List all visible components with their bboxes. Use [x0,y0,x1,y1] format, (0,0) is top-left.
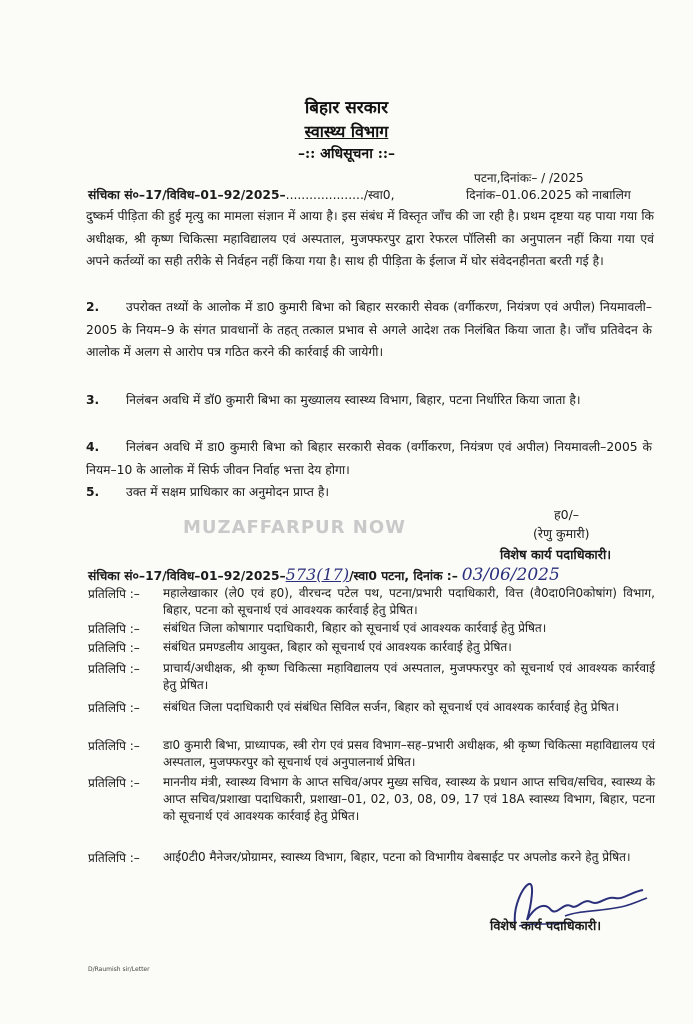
signatory-1-designation: विशेष कार्य पदाधिकारी। [500,548,612,563]
copy-label: प्रतिलिपि :– [88,587,140,601]
signatory-2-designation: विशेष कार्य पदाधिकारी। [490,919,602,934]
copy-text: महालेखाकार (ले0 एवं ह0), वीरचन्द पटेल पथ, पटना/प्रभारी पदाधिकारी, वित्त (वै0दा0नि0कोषांग) विभाग, बिहार, पटना को सूचनार्थ एवं आवश्यक कार्रवाई हेतु प्रेषित। [163,586,655,617]
paragraph-4 [86,436,652,481]
paragraph-2-text: उपरोक्त तथ्यों के आलोक में डा0 कुमारी बिभा को बिहार सरकारी सेवक (वर्गीकरण, नियंत्रण एवं अपील) नियमावली–2005 के नियम–9 के संगत प्रावधानों के तहत् तत्काल प्रभाव से अगले आदेश तक निलंबित किया जाता है। जाँच प्रतिवेदन के आलोक में अलग से आरोप पत्र गठित करने की कार्रवाई की जायेगी। [86,300,652,359]
copy-label: प्रतिलिपि :– [88,851,140,865]
copy-label: प्रतिलिपि :– [88,622,140,636]
copy-label: प्रतिलिपि :– [88,641,140,655]
paragraph-4-number: 4. [86,440,100,454]
paragraph-2-number: 2. [86,300,100,314]
place-date: पटना,दिनांकः– / /2025 [474,171,584,185]
copy-text: संबंधित जिला पदाधिकारी एवं संबंधित सिविल सर्जन, बिहार को सूचनार्थ एवं आवश्यक कार्रवाई हेतु प्रेषित। [163,700,620,714]
paragraph-3-number: 3. [86,393,100,407]
paragraph-4-text: निलंबन अवधि में डा0 कुमारी बिभा को बिहार सरकारी सेवक (वर्गीकरण, नियंत्रण एवं अपील) नियमावली–2005 के नियम–10 के आलोक में सिर्फ जीवन निर्वाह भत्ता देय होगा। [86,440,652,477]
ref-date-1: दिनांक–01.06.2025 को नाबालिग [466,188,631,202]
copy-label: प्रतिलिपि :– [88,662,140,676]
copy-text: डा0 कुमारी बिभा, प्राध्यापक, स्त्री रोग एवं प्रसव विभाग–सह–प्रभारी अधीक्षक, श्री कृष्ण चिकित्सा महाविद्यालय एवं अस्पताल, मुजफ्फरपुर को सूचनार्थ एवं अनुपालनार्थ प्रेषित। [163,738,655,769]
ref-line-1 [88,186,395,203]
signature-mark-1: ह0/– [554,507,580,522]
header-notice: –:: अधिसूचना ::– [297,146,396,162]
signatory-1-name: (रेणु कुमारी) [533,526,590,541]
paragraph-3-text: निलंबन अवधि में डॉ0 कुमारी बिभा का मुख्यालय स्वास्थ्य विभाग, बिहार, पटना निर्धारित किया जाता है। [126,393,581,407]
ref-number-1: संचिका सं०–17/विविध–01–92/2025– [88,188,286,202]
paragraph-2 [86,296,652,364]
paragraph-5-number: 5. [86,485,100,499]
copy-text: संबंधित जिला कोषागार पदाधिकारी, बिहार को सूचनार्थ एवं आवश्यक कार्रवाई हेतु प्रेषित। [163,621,547,635]
ref-dots-1: ..................../स्वा0, [285,188,395,202]
copy-label: प्रतिलिपि :– [88,701,140,715]
copy-label: प्रतिलिपि :– [88,776,140,790]
footer-code: D/Raumish sir/Letter [88,966,150,973]
paragraph-5-text: उक्त में सक्षम प्राधिकार का अनुमोदन प्राप्त है। [126,485,330,499]
watermark: MUZAFFARPUR NOW [183,517,406,538]
header-dept: स्वास्थ्य विभाग [304,122,389,141]
paragraph-3 [86,389,652,412]
handwritten-number: 573(17) [285,565,350,584]
copy-text: प्राचार्य/अधीक्षक, श्री कृष्ण चिकित्सा महाविद्यालय एवं अस्पताल, मुजफ्फरपुर को सूचनार्थ एवं आवश्यक कार्रवाई हेतु प्रेषित। [163,661,655,692]
handwritten-date: 03/06/2025 [461,565,560,585]
ref-number-2: संचिका सं०–17/विविध–01–92/2025– [88,569,286,583]
header-govt: बिहार सरकार [304,98,389,118]
paragraph-1: दुष्कर्म पीड़िता की हुई मृत्यु का मामला संज्ञान में आया है। इस संबंध में विस्तृत जाँच की जा रही है। प्रथम दृष्टया यह पाया गया कि अधीक्षक, श्री कृष्ण चिकित्सा महाविद्यालय एवं अस्पताल, मुजफ्फरपुर द्वारा रेफरल पॉलिसी का अनुपालन नहीं किया गया एवं अपने कर्तव्यों का सही तरीके से निर्वहन नहीं किया गया है। साथ ही पीड़िता के ईलाज में घोर संवेदनहीनता बरती गई है। [86,209,654,268]
copy-label: प्रतिलिपि :– [88,739,140,753]
ref-line-2 [88,565,560,585]
copy-text: आई0टी0 मैनेजर/प्रोग्रामर, स्वास्थ्य विभाग, बिहार, पटना को विभागीय वेबसाईट पर अपलोड करने हेतु प्रेषित। [163,850,631,864]
paragraph-5 [86,481,652,504]
copy-text: माननीय मंत्री, स्वास्थ्य विभाग के आप्त सचिव/अपर मुख्य सचिव, स्वास्थ्य के प्रधान आप्त सचिव/सचिव, स्वास्थ्य के आप्त सचिव/प्रशाखा पदाधिकारी, प्रशाखा–01, 02, 03, 08, 09, 17 एवं 18A स्वास्थ्य विभाग, बिहार, पटना को सूचनार्थ एवं आवश्यक कार्रवाई हेतु प्रेषित। [163,775,655,823]
ref-mid-2: /स्वा0 पटना, दिनांक :– [349,569,458,583]
copy-text: संबंधित प्रमण्डलीय आयुक्त, बिहार को सूचनार्थ एवं आवश्यक कार्रवाई हेतु प्रेषित। [163,640,512,654]
